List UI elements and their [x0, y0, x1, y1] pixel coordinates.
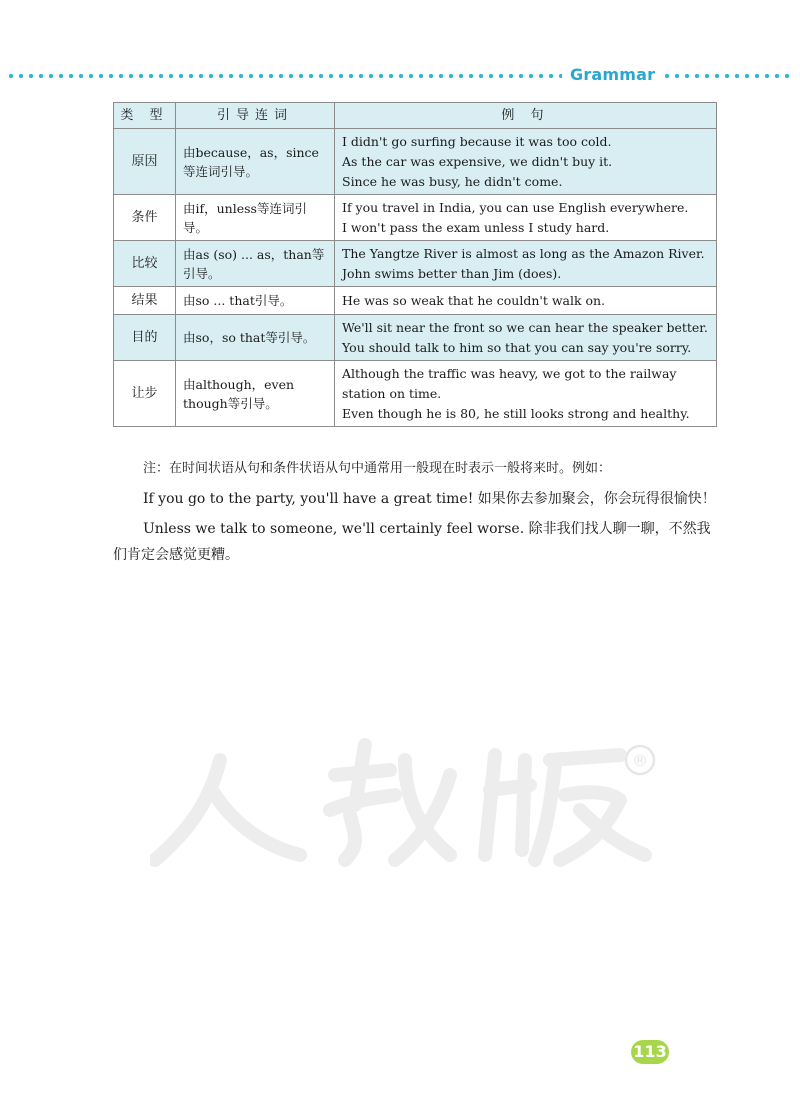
example-sentence: He was so weak that he couldn't walk on.: [342, 292, 606, 308]
row-type: 目的: [114, 315, 176, 361]
table-header-row: [114, 103, 717, 129]
grammar-table: [113, 102, 717, 427]
svg-text:®: ®: [632, 751, 648, 770]
table-row: [114, 241, 717, 287]
example-sentence: We'll sit near the front so we can hear the speaker better.: [342, 319, 708, 335]
table-row: [114, 287, 717, 315]
table-row: [114, 195, 717, 241]
row-connectors: 由if，unless等连词引导。: [176, 195, 335, 241]
header-title: Grammar: [570, 65, 656, 84]
header-examples: 例 句: [335, 103, 717, 129]
example-sentence: I didn't go surfing because it was too cold.: [342, 133, 612, 149]
table-row: [114, 129, 717, 195]
row-type: 条件: [114, 195, 176, 241]
note-example-1: If you go to the party, you'll have a great time! 如果你去参加聚会，你会玩得很愉快！: [143, 491, 716, 507]
example-sentence: Since he was busy, he didn't come.: [342, 173, 563, 189]
example-sentence: John swims better than Jim (does).: [342, 265, 562, 281]
row-connectors: 由as (so) ... as，than等引导。: [176, 241, 335, 287]
example-sentence: You should talk to him so that you can say you're sorry.: [342, 339, 692, 355]
header-connectors: 引导连词: [176, 103, 335, 129]
row-examples: [335, 361, 717, 427]
row-type: 结果: [114, 287, 176, 315]
page-header: [0, 64, 800, 88]
example-sentence: station on time.: [342, 385, 442, 401]
row-examples: [335, 315, 717, 361]
example-sentence: I won't pass the exam unless I study hard.: [342, 219, 610, 235]
notes-section: [113, 456, 719, 572]
row-type: 原因: [114, 129, 176, 195]
example-sentence: Even though he is 80, he still looks strong and healthy.: [342, 405, 690, 421]
row-type: 比较: [114, 241, 176, 287]
row-connectors: 由because，as，since等连词引导。: [176, 129, 335, 195]
row-connectors: 由so，so that等引导。: [176, 315, 335, 361]
note-example-2: Unless we talk to someone, we'll certainly feel worse. 除非我们找人聊一聊，不然我们肯定会感觉更糟。: [113, 521, 711, 563]
header-dots-right: [662, 73, 794, 79]
example-sentence: As the car was expensive, we didn't buy it.: [342, 153, 613, 169]
row-examples: [335, 195, 717, 241]
registered-mark: [626, 746, 654, 774]
publisher-watermark: [150, 720, 670, 870]
header-dots-left: [6, 73, 562, 79]
row-type: 让步: [114, 361, 176, 427]
row-examples: [335, 241, 717, 287]
example-sentence: The Yangtze River is almost as long as the Amazon River.: [342, 245, 705, 261]
table-row: [114, 315, 717, 361]
row-examples: [335, 287, 717, 315]
row-connectors: 由so ... that引导。: [176, 287, 335, 315]
example-sentence: Although the traffic was heavy, we got to the railway: [342, 365, 677, 381]
header-type: 类 型: [114, 103, 176, 129]
example-sentence: If you travel in India, you can use English everywhere.: [342, 199, 689, 215]
row-examples: [335, 129, 717, 195]
note-text: 注：在时间状语从句和条件状语从句中通常用一般现在时表示一般将来时。例如：: [143, 461, 612, 476]
row-connectors: 由although，even though等引导。: [176, 361, 335, 427]
table-row: [114, 361, 717, 427]
page-number-badge: 113: [631, 1040, 669, 1064]
